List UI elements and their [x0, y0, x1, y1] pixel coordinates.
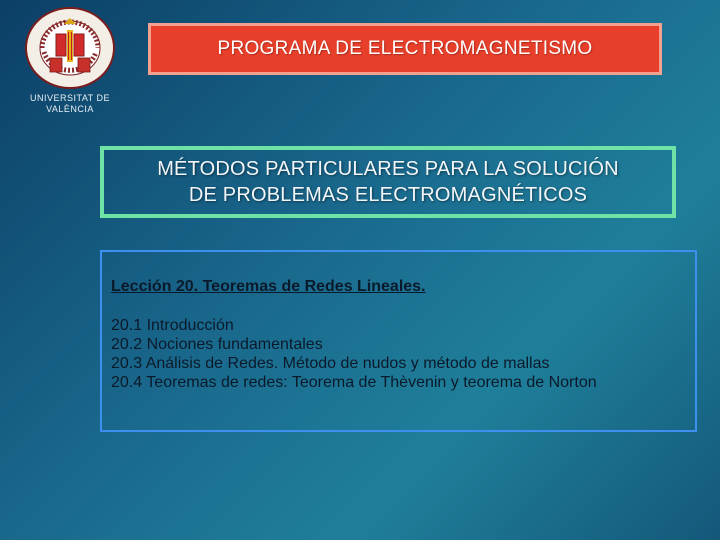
university-label-line1: UNIVERSITAT DE: [29, 93, 110, 103]
program-title: PROGRAMA DE ELECTROMAGNETISMO: [217, 38, 593, 59]
program-title-box: [148, 23, 662, 75]
lesson-title: Lección 20. Teoremas de Redes Lineales.: [111, 278, 426, 295]
topic-item: 20.1 Introducción: [111, 317, 234, 334]
section-title-line1: MÉTODOS PARTICULARES PARA LA SOLUCIÓN: [157, 158, 619, 180]
topic-list: [111, 316, 695, 392]
topic-item: 20.2 Nociones fundamentales: [111, 336, 323, 353]
university-label-line2: VALÈNCIA: [46, 104, 94, 114]
university-seal-logo: [24, 6, 116, 90]
section-title-line2: DE PROBLEMAS ELECTROMAGNÉTICOS: [188, 184, 588, 206]
topic-item: 20.4 Teoremas de redes: Teorema de Thèvenin y teorema de Norton: [111, 374, 597, 391]
topic-item: 20.3 Análisis de Redes. Método de nudos y método de mallas: [111, 355, 550, 372]
lesson-box: [100, 250, 697, 432]
section-title-box: [100, 146, 676, 218]
university-label: [10, 93, 130, 115]
